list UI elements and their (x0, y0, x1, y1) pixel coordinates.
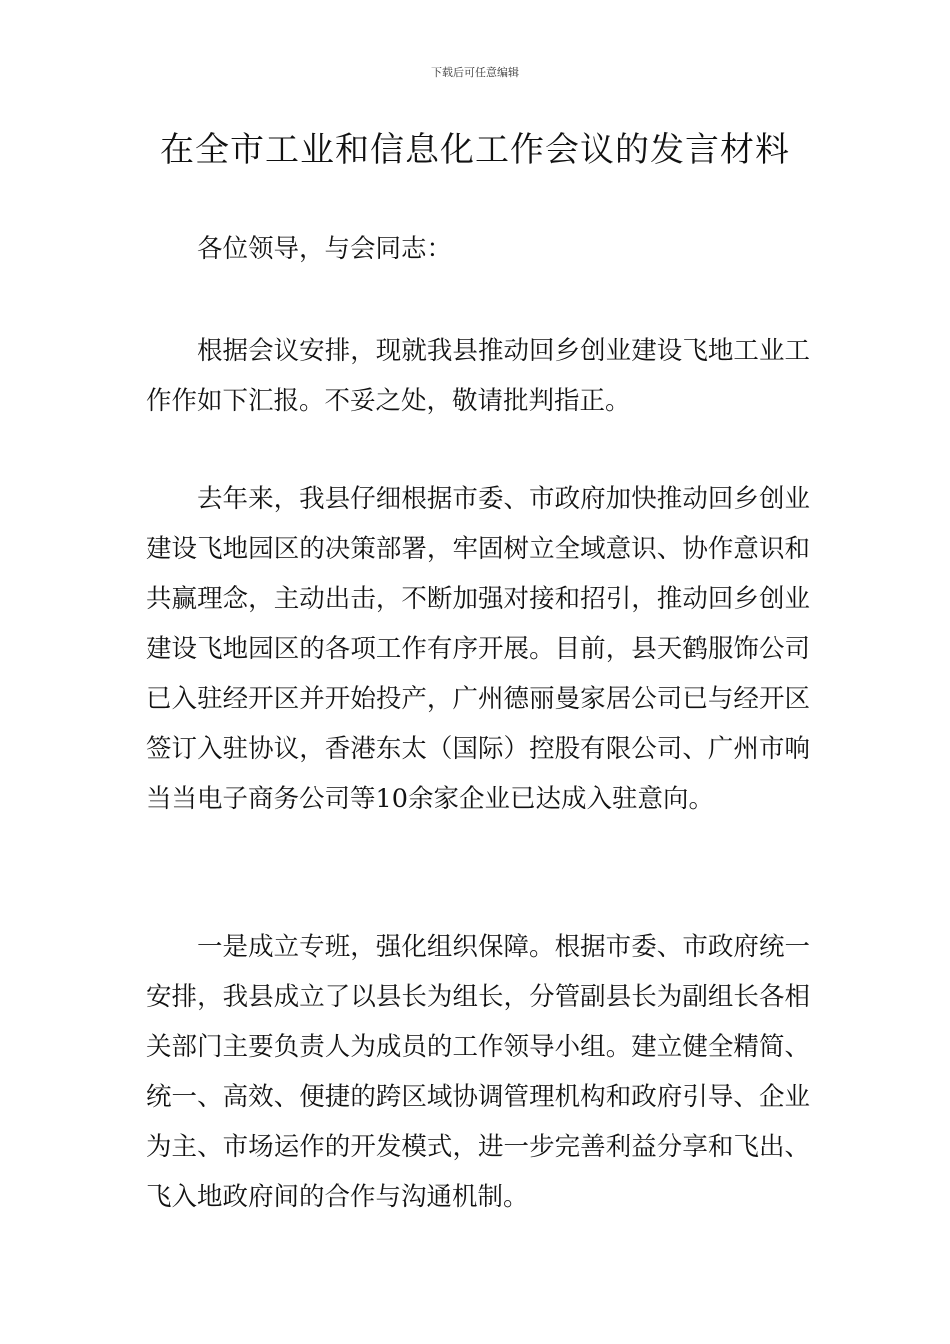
header-note: 下载后可任意编辑 (431, 66, 519, 79)
paragraph-task-force: 一是成立专班，强化组织保障。根据市委、市政府统一安排，我县成立了以县长为组长，分管副县长为副组长各相关部门主要负责人为成员的工作领导小组。建立健全精简、统一、高效、便捷的跨区域协调管理机构和政府引导、企业为主、市场运作的开发模式，进一步完善利益分享和飞出、飞入地政府间的合作与沟通机制。 (146, 932, 810, 1212)
greeting: 各位领导，与会同志： (197, 234, 453, 264)
document-title: 在全市工业和信息化工作会议的发言材料 (160, 130, 790, 170)
paragraph-overview: 去年来，我县仔细根据市委、市政府加快推动回乡创业建设飞地园区的决策部署，牢固树立全域意识、协作意识和共赢理念，主动出击，不断加强对接和招引，推动回乡创业建设飞地园区的各项工作有序开展。目前，县天鹤服饰公司已入驻经开区并开始投产，广州德丽曼家居公司已与经开区签订入驻协议，香港东太（国际）控股有限公司、广州市响当当电子商务公司等10余家企业已达成入驻意向。 (146, 484, 810, 814)
paragraph-intro: 根据会议安排，现就我县推动回乡创业建设飞地工业工作作如下汇报。不妥之处，敬请批判指正。 (146, 336, 810, 416)
